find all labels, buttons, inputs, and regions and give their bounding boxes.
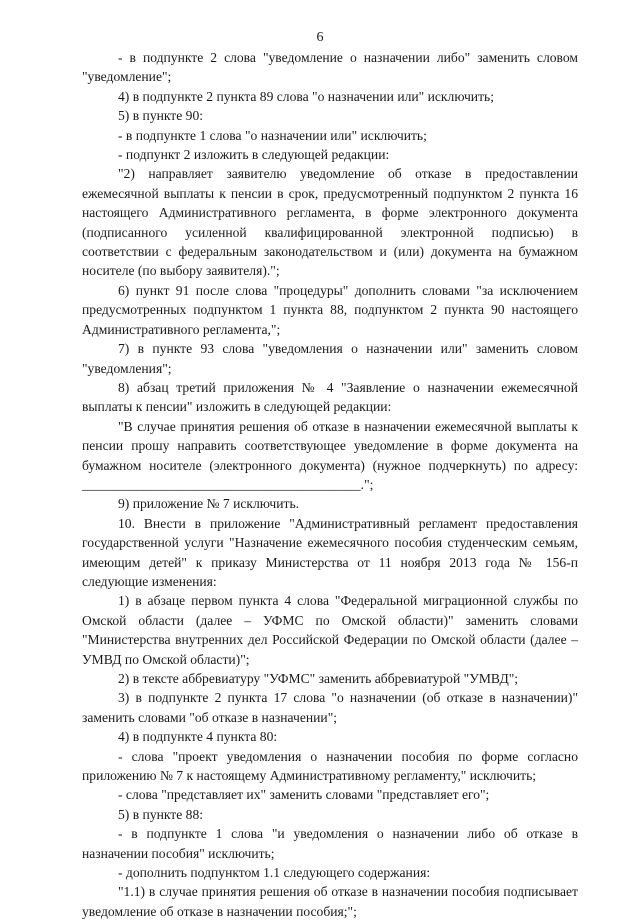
paragraph: 5) в пункте 90: (118, 108, 204, 124)
paragraph: 2) в тексте аббревиатуру "УФМС" заменить аббревиатурой "УМВД"; (118, 671, 519, 686)
document-body (82, 48, 582, 921)
page-number: 6 (316, 30, 324, 45)
paragraph: 8) абзац третий приложения № 4 "Заявление о назначении ежемесячной выплаты к пенсии" изложить в следующей редакции: (82, 379, 582, 415)
paragraph: - в подпункте 2 слова "уведомление о назначении либо" заменить словом "уведомление"; (82, 50, 582, 85)
paragraph: - слова "представляет их" заменить словами "представляет его"; (118, 787, 490, 803)
paragraph: - в подпункте 1 слова "о назначении или" исключить; (118, 127, 427, 143)
paragraph: "2) направляет заявителю уведомление об отказе в предоставлении ежемесячной выплаты к пенсии в срок, предусмотренный подпунктом 2 пункта 16 настоящего Административного регламента, в форме электронного документа (подписанного усиленной квалифицированной электронной подписью) в соответствии с федеральным законодательством и (или) документа на бумажном носителе (по выбору заявителя)."; (82, 166, 582, 279)
paragraph: - слова "проект уведомления о назначении пособия по форме согласно приложению № 7 к настоящему Административному регламенту," исключить; (82, 748, 582, 784)
paragraph: 4) в подпункте 4 пункта 80: (118, 729, 278, 745)
paragraph: - подпункт 2 изложить в следующей редакции: (118, 147, 390, 163)
paragraph: 6) пункт 91 после слова "процедуры" дополнить словами "за исключением предусмотренных подпунктом 1 пункта 88, подпунктом 2 пункта 90 настоящего Административного регламента,"; (82, 282, 582, 337)
paragraph: 1) в абзаце первом пункта 4 слова "Федеральной миграционной службы по Омской области (далее – УФМС по Омской области)" заменить словами "Министерства внутренних дел Российской Федерации по Омской области (далее – УМВД по Омской области)"; (82, 593, 582, 667)
paragraph: 3) в подпункте 2 пункта 17 слова "о назначении (об отказе в назначении)" заменить словами "об отказе в назначении"; (82, 690, 582, 725)
paragraph: 7) в пункте 93 слова "уведомления о назначении или" заменить словом "уведомления"; (82, 341, 582, 376)
paragraph: 4) в подпункте 2 пункта 89 слова "о назначении или" исключить; (118, 88, 494, 104)
paragraph: 9) приложение № 7 исключить. (118, 496, 300, 512)
paragraph: 5) в пункте 88: (118, 806, 204, 822)
paragraph: 10. Внести в приложение "Административный регламент предоставления государственной услуги "Назначение ежемесячного пособия студенческим семьям, имеющим детей" к приказу Министерства от 11 ноября 2013 года № 156-п следующие изменения: (82, 515, 582, 589)
paragraph: "В случае принятия решения об отказе в назначении ежемесячной выплаты к пенсии прошу направить соответствующее уведомление в форме документа на бумажном носителе (электронного документа) (нужное подчеркнуть) по адресу: _________________________________________."; (82, 418, 582, 492)
paragraph: - в подпункте 1 слова "и уведомления о назначении либо об отказе в назначении пособия" исключить; (82, 826, 582, 861)
paragraph: "1.1) в случае принятия решения об отказе в назначении пособия подписывает уведомление об отказе в назначении пособия;"; (82, 884, 582, 919)
paragraph: - дополнить подпунктом 1.1 следующего содержания: (118, 865, 431, 881)
